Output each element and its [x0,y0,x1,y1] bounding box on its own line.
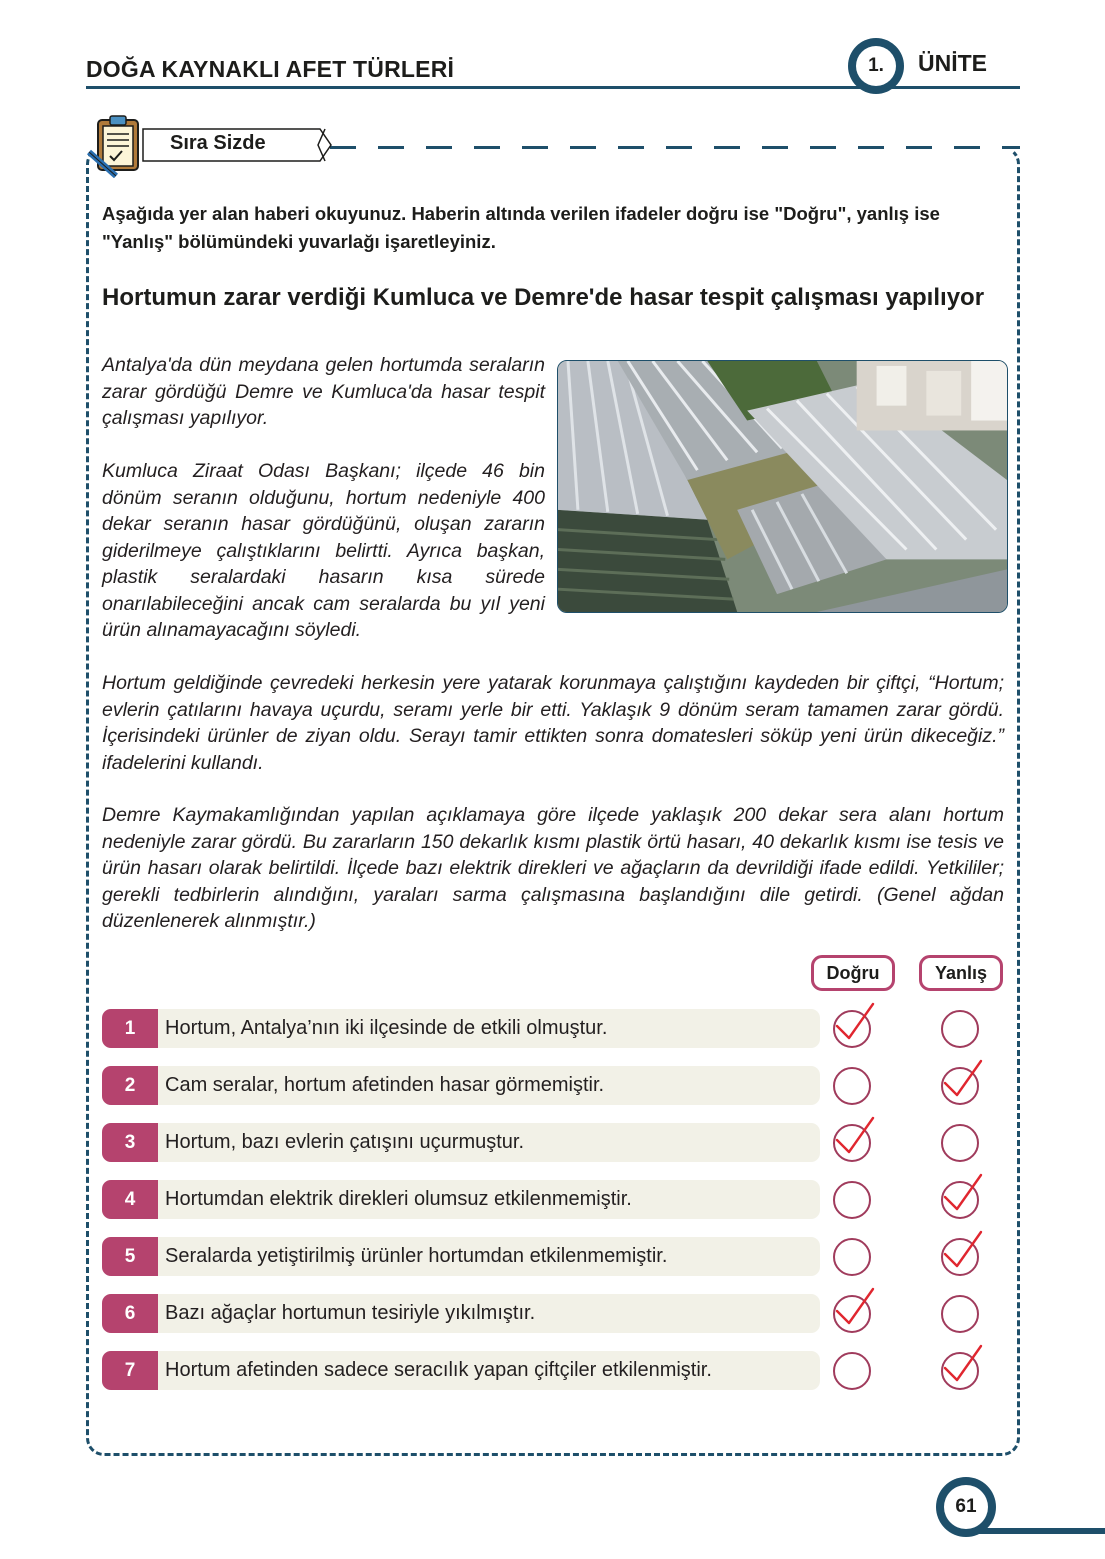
check-mark-icon [831,1283,879,1331]
statement-number: 2 [102,1066,158,1105]
statement-number: 3 [102,1123,158,1162]
statement-number: 1 [102,1009,158,1048]
false-column-header: Yanlış [919,955,1003,991]
answer-circle-false[interactable] [941,1352,979,1390]
answer-circle-false[interactable] [941,1124,979,1162]
statement-row [102,1066,820,1105]
answer-circle-true[interactable] [833,1181,871,1219]
check-mark-icon [831,1112,879,1160]
answer-circle-true[interactable] [833,1238,871,1276]
answer-circle-false[interactable] [941,1067,979,1105]
answer-circle-true[interactable] [833,1010,871,1048]
statement-row [102,1009,820,1048]
page-number: 61 [944,1485,988,1529]
unit-label: ÜNİTE [918,50,987,76]
statement-row [102,1123,820,1162]
article-paragraph: Demre Kaymakamlığından yapılan açıklamaya göre ilçede yaklaşık 200 dekar sera alanı hortum nedeniyle zarar gördü. Bu zararların 150 dekarlık kısmı plastik örtü hasarı, 40 dekarlık kısmı ise tesis ve ürün hasarı olarak belirtildi. İlçede bazı elektrik direkleri ve ağaçların da devrildiği ifade edildi. Yetkililer; gerekli tedbirlerin alındığını, yaraları sarma çalışmasına başlandığını dile getirdi. (Genel ağdan düzenlenerek alınmıştır.) [102,804,1004,932]
statement-text: Hortum, Antalya’nın iki ilçesinde de etkili olmuştur. [165,1017,608,1039]
statement-number: 6 [102,1294,158,1333]
statement-row [102,1351,820,1390]
answer-circle-false[interactable] [941,1010,979,1048]
statement-row [102,1180,820,1219]
answer-circle-false[interactable] [941,1181,979,1219]
instruction-text: Aşağıda yer alan haberi okuyunuz. Haberin altında verilen ifadeler doğru ise "Doğru", yanlış ise "Yanlış" bölümündeki yuvarlağı işaretleyiniz. [102,203,940,252]
check-mark-icon [831,998,879,1046]
page-title: DOĞA KAYNAKLI AFET TÜRLERİ [86,56,455,82]
true-column-header: Doğru [811,955,895,991]
article-paragraph: Antalya'da dün meydana gelen hortumda seraların zarar gördüğü Demre ve Kumluca'da hasar tespit çalışması yapılıyor. [102,354,545,429]
statement-number: 4 [102,1180,158,1219]
unit-number: 1. [856,46,896,86]
statement-number: 5 [102,1237,158,1276]
article-headline: Hortumun zarar verdiği Kumluca ve Demre'de hasar tespit çalışması yapılıyor [102,284,985,311]
answer-circle-false[interactable] [941,1238,979,1276]
page-number-tail [970,1528,1105,1534]
answer-circle-true[interactable] [833,1352,871,1390]
check-mark-icon [939,1340,987,1388]
article-paragraph: Kumluca Ziraat Odası Başkanı; ilçede 46 bin dönüm seranın olduğunu, hortum nedeniyle 400 dekar seranın hasar gördüğünü, oluşan zararın giderilmeye çalıştıklarını belirtti. Ayrıca başkan, plastik seralardaki hasarın kısa sürede onarılabileceğini ancak cam seralarda bu yıl yeni ürün alınamayacağını söyledi. [102,460,545,641]
answer-circle-false[interactable] [941,1295,979,1333]
answer-circle-true[interactable] [833,1067,871,1105]
answer-circle-true[interactable] [833,1295,871,1333]
statement-text: Seralarda yetiştirilmiş ürünler hortumdan etkilenmemiştir. [165,1245,668,1267]
check-mark-icon [939,1169,987,1217]
statement-text: Cam seralar, hortum afetinden hasar görmemiştir. [165,1074,605,1096]
check-mark-icon [939,1055,987,1103]
statement-row [102,1237,820,1276]
activity-frame-top [330,146,1020,149]
greenhouse-aerial-photo [557,360,1008,613]
article-paragraph: Hortum geldiğinde çevredeki herkesin yere yatarak korunmaya çalıştığını kaydeden bir çiftçi, “Hortum; evlerin çatılarını havaya uçurdu, seramı yerle bir etti. Yaklaşık 9 dönüm seram tamamen zarar gördü. İçerisindeki ürünler de ziyan oldu. Serayı tamir ettikten sonra domatesleri söküp yeni ürün dikeceğiz.” ifadelerini kullandı. [102,672,1004,774]
statement-row [102,1294,820,1333]
section-badge-label: Sıra Sizde [170,132,266,154]
statement-text: Hortumdan elektrik direkleri olumsuz etkilenmemiştir. [165,1188,632,1210]
check-mark-icon [939,1226,987,1274]
statement-number: 7 [102,1351,158,1390]
statement-text: Hortum, bazı evlerin çatışını uçurmuştur. [165,1131,525,1153]
answer-circle-true[interactable] [833,1124,871,1162]
statement-text: Hortum afetinden sadece seracılık yapan çiftçiler etkilenmiştir. [165,1359,712,1381]
statement-text: Bazı ağaçlar hortumun tesiriyle yıkılmıştır. [165,1302,536,1324]
clipboard-icon [86,112,148,178]
